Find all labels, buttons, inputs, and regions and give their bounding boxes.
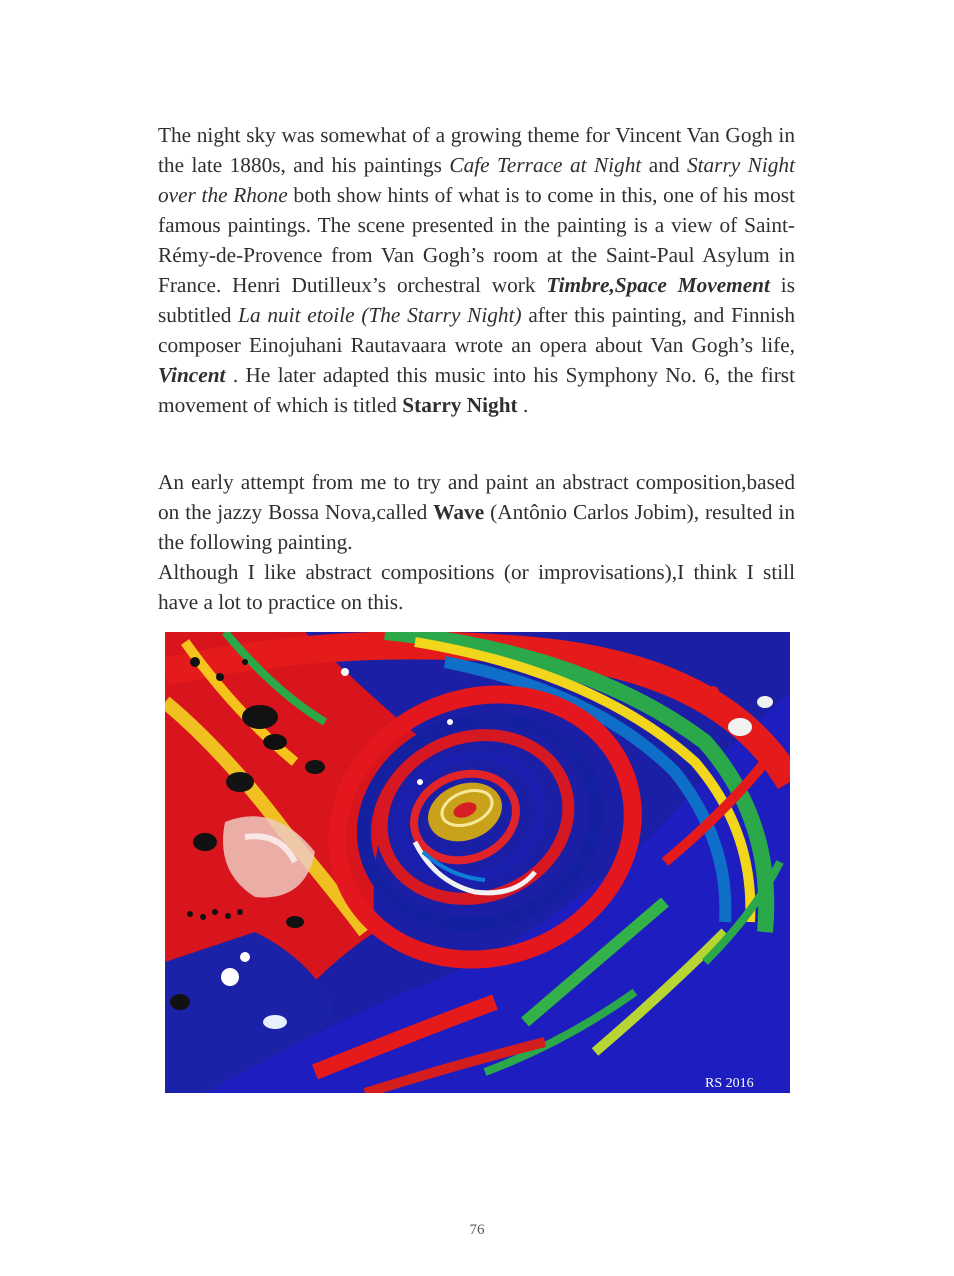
title-cafe-terrace: Cafe Terrace at Night — [449, 153, 642, 177]
title-la-nuit-etoile: La nuit etoile (The Starry Night) — [238, 303, 522, 327]
paragraph-wave — [158, 467, 795, 557]
paragraph-abstract: Although I like abstract compositions (or improvisations),I think I still have a lot to practice on this. — [158, 560, 795, 614]
text-run: is subtitled — [158, 273, 795, 327]
title-timbre-space-movement: Timbre,Space Movement — [546, 273, 770, 297]
text-run: The night sky was somewhat of a growing theme for Vincent Van Gogh in the late 1880s, and his paintings — [158, 123, 795, 177]
text-run: . — [517, 393, 529, 417]
text-run: both show hints of what is to come in this, one of his most famous paintings. The scene presented in the painting is a view of Saint-Rémy-de-Provence from Van Gogh’s room at the Saint-Paul Asylum in France. Henri Dutilleux’s orchestral work — [158, 183, 796, 297]
painting-signature: RS 2016 — [705, 1076, 754, 1091]
text-run: after this painting, and Finnish composer Einojuhani Rautavaara wrote an opera about Van Gogh’s life, — [158, 303, 795, 357]
text-run: (Antônio Carlos Jobim), resulted in the following painting. — [158, 500, 795, 554]
title-starry-night: Starry Night — [402, 393, 518, 417]
text-run: An early attempt from me to try and paint an abstract composition,based on the jazzy Bossa Nova,called — [158, 470, 795, 524]
abstract-wave-painting — [165, 632, 790, 1093]
text-run: and — [641, 153, 687, 177]
text-run: . He later adapted this music into his Symphony No. 6, the first movement of which is titled — [158, 363, 795, 417]
page-number: 76 — [469, 1222, 485, 1238]
paragraph-starry-night — [158, 120, 795, 420]
title-vincent: Vincent — [158, 363, 226, 387]
title-wave: Wave — [433, 500, 485, 524]
title-starry-night-rhone: Starry Night over the Rhone — [158, 153, 795, 207]
